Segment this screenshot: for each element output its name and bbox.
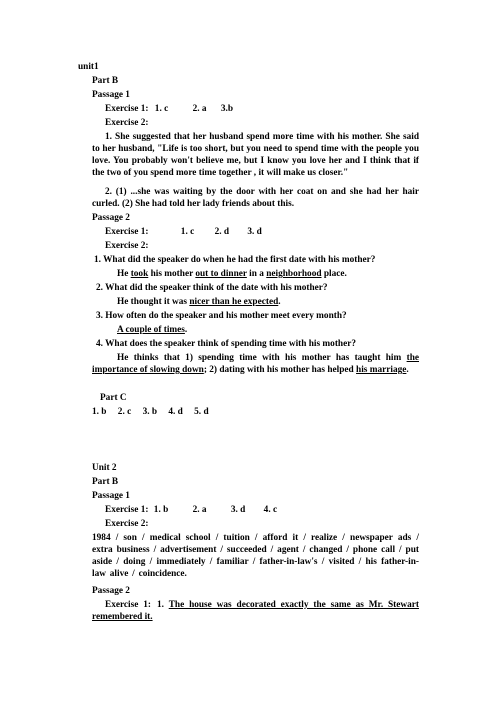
unit2-p1-exercise2-label: Exercise 2: — [105, 519, 149, 529]
answer: 3.b — [220, 104, 233, 114]
unit1-exercise2-paragraph2: 2. (1) ...she was waiting by the door with her coat on and she had her hair curled. (2) She had told her lady friends about this. — [92, 187, 419, 209]
answer-text: He thought it was — [117, 297, 190, 307]
answer-1 — [117, 269, 347, 280]
unit2-p1-exercise1 — [105, 505, 277, 516]
answer-4 — [92, 352, 419, 376]
unit1-part-c-heading: Part C — [100, 393, 127, 403]
answer: 4. c — [263, 505, 278, 515]
question-4: 4. What does the speaker think of spending time with his mother? — [96, 339, 356, 349]
answer: 3. d — [230, 505, 246, 515]
answer-2 — [117, 297, 281, 308]
answer: 1. c — [154, 104, 169, 114]
unit1-p2-exercise2-label: Exercise 2: — [105, 241, 149, 251]
answer-text: . — [406, 365, 409, 375]
unit2-part-b-heading: Part B — [92, 477, 119, 487]
answer: 3. d — [247, 227, 262, 237]
unit1-passage1-heading: Passage 1 — [92, 90, 130, 100]
answer: 4. d — [168, 407, 183, 417]
answer-text: in a — [246, 269, 267, 279]
unit2-passage2-heading: Passage 2 — [92, 586, 130, 596]
answer-text: 1. — [157, 600, 169, 610]
exercise-label: Exercise 1: — [105, 104, 149, 114]
unit1-title: unit1 — [78, 62, 99, 72]
answer-text: He — [117, 269, 131, 279]
answer: 3. b — [142, 407, 158, 417]
answer-3 — [117, 325, 187, 336]
answer: 2. a — [192, 104, 207, 114]
question-2: 2. What did the speaker think of the date with his mother? — [96, 283, 328, 293]
answer: 1. c — [180, 227, 195, 237]
answer-underlined: neighborhood — [266, 269, 322, 279]
unit2-title: Unit 2 — [92, 463, 117, 473]
unit1-passage2-heading: Passage 2 — [92, 213, 130, 223]
unit1-exercise2-paragraph1: 1. She suggested that her husband spend more time with his mother. She said to her husband, "Life is too short, but you need to spend time with the people you love. You probably won't believe me, but I know you love her and I think that if the two of you spend more time together , it will make us closer." — [92, 132, 419, 178]
answer-text: ; 2) dating with his mother has helped — [203, 365, 357, 375]
answer-text: . — [184, 325, 188, 335]
unit2-passage1-heading: Passage 1 — [92, 491, 130, 501]
answer: 1. b — [153, 505, 169, 515]
exercise-label: Exercise 1: — [105, 505, 149, 515]
answer-underlined: out to dinner — [195, 269, 247, 279]
answer: 1. b — [92, 407, 107, 417]
unit1-p1-exercise1 — [105, 104, 233, 115]
answer-text: . — [278, 297, 281, 307]
answer-underlined: took — [130, 269, 149, 279]
answer: 2. c — [117, 407, 132, 417]
answer-text: his mother — [148, 269, 196, 279]
answer: 5. d — [194, 407, 209, 417]
answer-underlined: A couple of times — [117, 325, 185, 335]
answer-text: place. — [321, 269, 347, 279]
question-1: 1. What did the speaker do when he had the first date with his mother? — [94, 255, 376, 265]
answer-text: He thinks that 1) spending time with his mother has taught him — [117, 353, 407, 363]
answer-underlined: nicer than he expected — [189, 297, 279, 307]
unit2-p2-exercise1 — [92, 599, 419, 623]
exercise-label: Exercise 1: — [105, 600, 152, 610]
unit2-exercise2-word-list: 1984 / son / medical school / tuition / afford it / realize / newspaper ads / extra business / advertisement / succeeded / agent / changed / phone call / put aside / doing / immediately / familiar / father-in-law's / visited / his father-in-law alive / coincidence. — [92, 533, 419, 579]
answer-underlined: the importance of slowing down — [92, 353, 419, 375]
unit1-part-b-heading: Part B — [92, 76, 119, 86]
question-3: 3. How often do the speaker and his mother meet every month? — [96, 311, 347, 321]
unit1-part-c-answers — [92, 407, 209, 418]
answer: 2. a — [192, 505, 207, 515]
answer-underlined: his marriage — [356, 365, 407, 375]
unit1-p2-exercise1 — [105, 227, 262, 238]
unit1-p1-exercise2-label: Exercise 2: — [105, 118, 149, 128]
exercise-label: Exercise 1: — [105, 227, 149, 237]
answer: 2. d — [214, 227, 230, 237]
answer-underlined: The house was decorated exactly the same as Mr. Stewart remembered it. — [92, 600, 419, 622]
